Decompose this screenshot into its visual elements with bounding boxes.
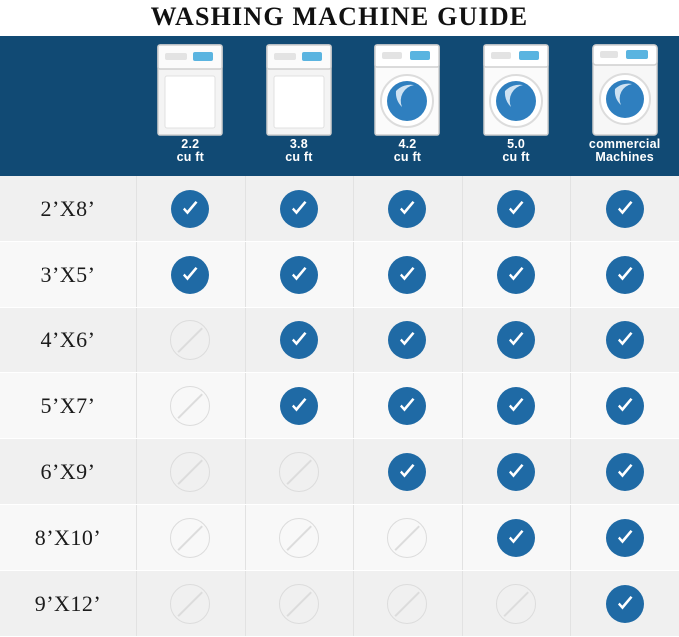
column-divider: [245, 308, 246, 374]
column-divider: [245, 505, 246, 571]
compatibility-yes-cell: [353, 256, 462, 294]
check-icon: [614, 264, 636, 286]
commercial-washer-icon: [592, 42, 658, 138]
check-icon: [606, 387, 644, 425]
check-icon: [388, 190, 426, 228]
compatibility-yes-cell: [570, 387, 679, 425]
compatibility-yes-cell: [353, 387, 462, 425]
not-allowed-icon: [170, 386, 210, 426]
column-divider: [462, 373, 463, 439]
check-icon: [280, 256, 318, 294]
column-divider: [570, 571, 571, 637]
check-icon: [288, 198, 310, 220]
check-icon: [288, 395, 310, 417]
check-icon: [606, 190, 644, 228]
compatibility-yes-cell: [245, 190, 354, 228]
column-header-3: [353, 36, 462, 176]
check-icon: [497, 190, 535, 228]
rug-size-label: 2’X8’: [40, 195, 96, 221]
table-row: [0, 242, 679, 308]
compatibility-no-cell: [245, 584, 354, 624]
column-header-1: [136, 36, 245, 176]
column-divider: [462, 439, 463, 505]
table-row: [0, 308, 679, 374]
column-divider: [245, 373, 246, 439]
compatibility-yes-cell: [462, 453, 571, 491]
check-icon: [614, 527, 636, 549]
compatibility-yes-cell: [353, 453, 462, 491]
not-allowed-icon: [170, 452, 210, 492]
rug-size-label: 8’X10’: [34, 524, 102, 550]
compatibility-yes-cell: [570, 321, 679, 359]
column-header-2: [245, 36, 354, 176]
table-row: [0, 571, 679, 637]
guide-table-body: [0, 176, 679, 637]
page-title: WASHING MACHINE GUIDE: [150, 2, 529, 31]
check-icon: [614, 329, 636, 351]
check-icon: [505, 264, 527, 286]
compatibility-yes-cell: [462, 519, 571, 557]
not-allowed-icon: [170, 518, 210, 558]
check-icon: [505, 461, 527, 483]
column-header-row: [136, 36, 679, 176]
column-divider: [136, 571, 137, 637]
column-capacity-value: 4.2: [398, 137, 417, 151]
washer-svg: [483, 44, 549, 136]
rug-size-label: 3’X5’: [40, 261, 96, 287]
column-header-label: [394, 138, 421, 164]
compatibility-yes-cell: [462, 321, 571, 359]
compatibility-yes-cell: [245, 256, 354, 294]
column-divider: [245, 439, 246, 505]
not-allowed-icon: [170, 320, 210, 360]
not-allowed-icon: [279, 584, 319, 624]
check-icon: [171, 256, 209, 294]
compatibility-no-cell: [136, 518, 245, 558]
check-icon: [505, 395, 527, 417]
compatibility-no-cell: [353, 584, 462, 624]
not-allowed-icon: [170, 584, 210, 624]
compatibility-yes-cell: [570, 256, 679, 294]
column-divider: [570, 373, 571, 439]
check-icon: [497, 387, 535, 425]
compatibility-no-cell: [353, 518, 462, 558]
compatibility-no-cell: [136, 386, 245, 426]
compatibility-yes-cell: [353, 321, 462, 359]
check-icon: [171, 190, 209, 228]
compatibility-no-cell: [136, 320, 245, 360]
washer-svg: [592, 44, 658, 136]
column-header-5: [570, 36, 679, 176]
compatibility-no-cell: [136, 584, 245, 624]
not-allowed-icon: [279, 452, 319, 492]
check-icon: [606, 453, 644, 491]
column-capacity-value: 2.2: [181, 137, 200, 151]
column-divider: [353, 242, 354, 308]
column-divider: [136, 176, 137, 242]
column-header-label: [177, 138, 204, 164]
column-divider: [136, 308, 137, 374]
column-header-label: [502, 138, 529, 164]
check-icon: [505, 198, 527, 220]
table-row: [0, 439, 679, 505]
column-divider: [245, 242, 246, 308]
column-capacity-value: 5.0: [507, 137, 526, 151]
compatibility-yes-cell: [462, 190, 571, 228]
rug-size-label: 4’X6’: [40, 327, 96, 353]
column-divider: [353, 373, 354, 439]
check-icon: [179, 198, 201, 220]
rug-size-label: 9’X12’: [34, 590, 102, 616]
not-allowed-icon: [496, 584, 536, 624]
compatibility-yes-cell: [353, 190, 462, 228]
table-row: [0, 176, 679, 242]
front-load-washer-icon: [483, 42, 549, 138]
compatibility-yes-cell: [570, 585, 679, 623]
check-icon: [497, 519, 535, 557]
column-capacity-unit: cu ft: [285, 150, 313, 164]
top-load-washer-icon: [266, 42, 332, 138]
check-icon: [606, 519, 644, 557]
column-divider: [353, 308, 354, 374]
check-icon: [396, 329, 418, 351]
column-header-label: [589, 138, 660, 164]
column-divider: [570, 439, 571, 505]
washer-svg: [266, 44, 332, 136]
compatibility-yes-cell: [570, 190, 679, 228]
washer-svg: [374, 44, 440, 136]
rug-size-label: 6’X9’: [40, 459, 96, 485]
compatibility-yes-cell: [570, 519, 679, 557]
check-icon: [505, 329, 527, 351]
column-capacity-value: commercial: [588, 137, 661, 151]
check-icon: [614, 461, 636, 483]
not-allowed-icon: [279, 518, 319, 558]
row-divider: [0, 636, 679, 637]
column-divider: [136, 439, 137, 505]
check-icon: [280, 321, 318, 359]
compatibility-no-cell: [245, 518, 354, 558]
check-icon: [614, 593, 636, 615]
column-divider: [353, 176, 354, 242]
check-icon: [614, 198, 636, 220]
column-header-4: [462, 36, 571, 176]
check-icon: [179, 264, 201, 286]
check-icon: [606, 321, 644, 359]
column-capacity-unit: cu ft: [176, 150, 204, 164]
column-divider: [353, 571, 354, 637]
column-capacity-unit: Machines: [595, 150, 654, 164]
check-icon: [396, 198, 418, 220]
check-icon: [388, 256, 426, 294]
column-divider: [462, 308, 463, 374]
check-icon: [388, 453, 426, 491]
compatibility-yes-cell: [136, 256, 245, 294]
check-icon: [280, 190, 318, 228]
compatibility-no-cell: [245, 452, 354, 492]
check-icon: [288, 329, 310, 351]
check-icon: [497, 453, 535, 491]
compatibility-yes-cell: [462, 256, 571, 294]
column-header-label: [285, 138, 312, 164]
column-divider: [570, 505, 571, 571]
washer-svg: [157, 44, 223, 136]
rug-size-label: 5’X7’: [40, 393, 96, 419]
not-allowed-icon: [387, 584, 427, 624]
column-divider: [462, 505, 463, 571]
column-capacity-unit: cu ft: [393, 150, 422, 164]
column-divider: [245, 571, 246, 637]
check-icon: [396, 461, 418, 483]
check-icon: [388, 321, 426, 359]
check-icon: [288, 264, 310, 286]
check-icon: [396, 264, 418, 286]
column-divider: [570, 176, 571, 242]
column-divider: [570, 242, 571, 308]
column-divider: [462, 242, 463, 308]
check-icon: [280, 387, 318, 425]
table-row: [0, 373, 679, 439]
check-icon: [497, 321, 535, 359]
column-divider: [136, 242, 137, 308]
compatibility-yes-cell: [462, 387, 571, 425]
column-capacity-unit: cu ft: [502, 150, 530, 164]
check-icon: [505, 527, 527, 549]
compatibility-yes-cell: [245, 321, 354, 359]
column-divider: [570, 308, 571, 374]
check-icon: [388, 387, 426, 425]
column-divider: [136, 505, 137, 571]
column-divider: [136, 373, 137, 439]
column-capacity-value: 3.8: [289, 137, 308, 151]
check-icon: [396, 395, 418, 417]
table-row: [0, 505, 679, 571]
compatibility-no-cell: [462, 584, 571, 624]
check-icon: [606, 256, 644, 294]
check-icon: [614, 395, 636, 417]
compatibility-yes-cell: [570, 453, 679, 491]
not-allowed-icon: [387, 518, 427, 558]
column-divider: [353, 505, 354, 571]
column-divider: [353, 439, 354, 505]
check-icon: [497, 256, 535, 294]
column-divider: [462, 571, 463, 637]
front-load-washer-icon: [374, 42, 440, 138]
compatibility-no-cell: [136, 452, 245, 492]
column-divider: [245, 176, 246, 242]
top-load-washer-icon: [157, 42, 223, 138]
column-divider: [462, 176, 463, 242]
check-icon: [606, 585, 644, 623]
compatibility-yes-cell: [136, 190, 245, 228]
compatibility-yes-cell: [245, 387, 354, 425]
